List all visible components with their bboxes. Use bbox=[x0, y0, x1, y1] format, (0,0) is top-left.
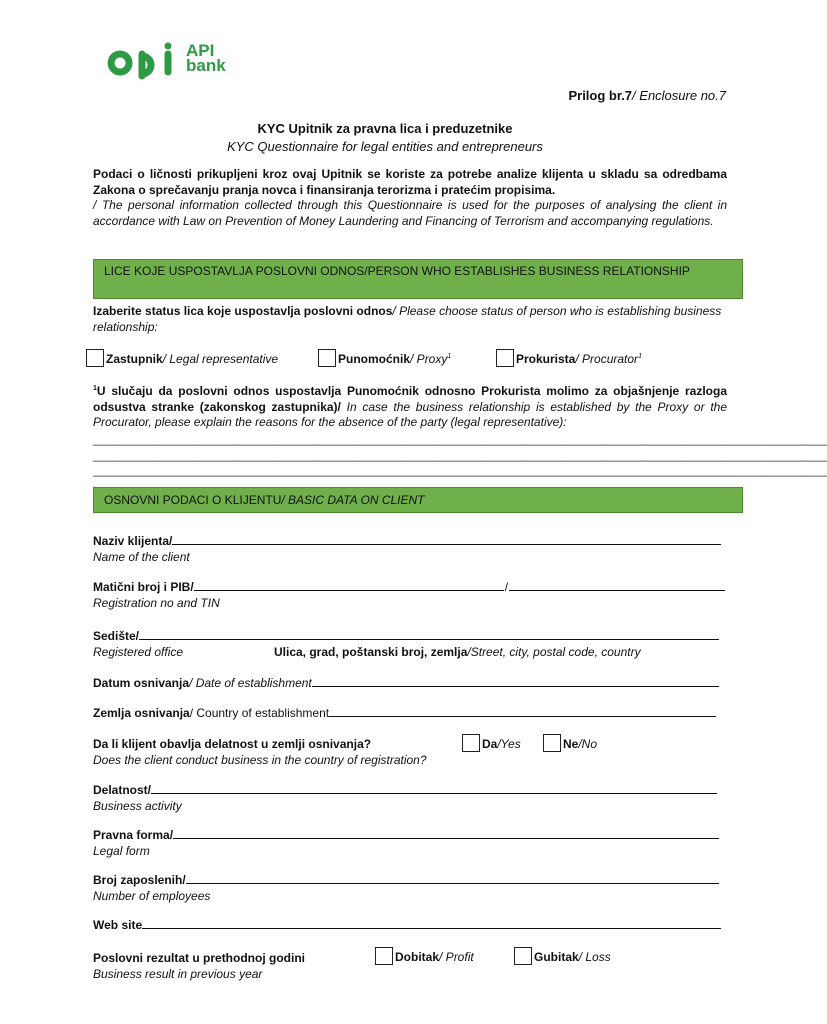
field-result bbox=[93, 950, 363, 982]
field-employees bbox=[93, 871, 719, 904]
activity-label: Delatnost/ bbox=[93, 783, 152, 797]
est-date-input[interactable] bbox=[312, 674, 719, 687]
option-yes[interactable] bbox=[462, 734, 521, 753]
est-date-en: / Date of establishment bbox=[189, 676, 312, 690]
enclosure-en: / Enclosure no.7 bbox=[632, 88, 726, 103]
office-hint-sr: Ulica, grad, poštanski broj, zemlja bbox=[274, 645, 468, 659]
loss-sr: Gubitak bbox=[534, 950, 579, 964]
procurator-checkbox[interactable] bbox=[496, 349, 514, 367]
no-en: /No bbox=[578, 737, 598, 751]
status-prompt-en: / Please choose status of person who is establishing business relationship: bbox=[93, 304, 722, 334]
est-country-en: / Country of establishment bbox=[189, 706, 330, 720]
basic-data-heading-sr: OSNOVNI PODACI O KLIJENTU bbox=[104, 493, 282, 507]
field-office bbox=[93, 627, 719, 660]
client-name-input[interactable] bbox=[172, 532, 721, 545]
employees-label: Broj zaposlenih/ bbox=[93, 873, 186, 887]
no-sr: Ne bbox=[563, 737, 579, 751]
office-hint-en: /Street, city, postal code, country bbox=[467, 645, 641, 659]
tin-input[interactable] bbox=[509, 578, 725, 591]
est-date-label: Datum osnivanja bbox=[93, 676, 190, 690]
reason-line[interactable]: ______________________________________________________________________________________________________________ bbox=[93, 432, 827, 446]
office-hint bbox=[274, 644, 641, 660]
profit-checkbox[interactable] bbox=[375, 947, 393, 965]
intro-en: / The personal information collected through this Questionnaire is used for the purposes of analysing the client in accordance with Law on Prevention of Money Laundering and Financing of Terrorism and accompanying regulations. bbox=[93, 198, 727, 228]
yes-sr: Da bbox=[482, 737, 498, 751]
website-label: Web site bbox=[93, 918, 143, 932]
result-en: Business result in previous year bbox=[93, 967, 263, 981]
legal-form-en: Legal form bbox=[93, 844, 150, 858]
activity-en: Business activity bbox=[93, 799, 182, 813]
enclosure-label bbox=[568, 88, 726, 103]
no-checkbox[interactable] bbox=[543, 734, 561, 752]
field-est-country bbox=[93, 704, 716, 721]
basic-data-heading-en: / BASIC DATA ON CLIENT bbox=[281, 493, 425, 507]
employees-en: Number of employees bbox=[93, 889, 211, 903]
legal-rep-en: / Legal representative bbox=[162, 352, 279, 366]
page-subtitle: KYC Questionnaire for legal entities and entrepreneurs bbox=[227, 139, 543, 154]
logo-line-bank: bank bbox=[186, 56, 226, 75]
field-client-name bbox=[93, 532, 721, 565]
client-name-label: Naziv klijenta/ bbox=[93, 534, 173, 548]
reason-note-en: In case the business relationship is established by the Proxy or the Procurator, please explain the reasons for the absence of the party (legal representative): bbox=[93, 399, 727, 429]
field-business-in-country bbox=[93, 736, 473, 768]
business-in-country-en: Does the client conduct business in the country of registration? bbox=[93, 753, 427, 767]
field-activity bbox=[93, 781, 717, 814]
client-name-en: Name of the client bbox=[93, 550, 190, 564]
office-label: Sedište/ bbox=[93, 629, 140, 643]
employees-input[interactable] bbox=[186, 871, 719, 884]
profit-sr: Dobitak bbox=[395, 950, 440, 964]
status-prompt-sr: Izaberite status lica koje uspostavlja poslovni odnos bbox=[93, 304, 393, 318]
status-prompt bbox=[93, 304, 733, 335]
reason-note-sr: U slučaju da poslovni odnos uspostavlja Punomoćnik odnosno Prokurista molimo za objašnjenje razloga odsustva stranke (zakonskog zastupnika)/ bbox=[93, 384, 727, 414]
office-input[interactable] bbox=[139, 627, 719, 640]
section-heading-basic-data bbox=[93, 487, 743, 513]
proxy-sr: Punomoćnik bbox=[338, 352, 411, 366]
legal-rep-checkbox[interactable] bbox=[86, 349, 104, 367]
reason-lines[interactable] bbox=[93, 432, 827, 479]
reason-line[interactable]: ______________________________________________________________________________________________________________ bbox=[93, 463, 827, 477]
activity-input[interactable] bbox=[151, 781, 717, 794]
result-sr: Poslovni rezultat u prethodnoj godini bbox=[93, 951, 305, 965]
logo-line-api: API bbox=[186, 41, 215, 60]
reg-no-en: Registration no and TIN bbox=[93, 596, 220, 610]
legal-form-label: Pravna forma/ bbox=[93, 828, 174, 842]
option-legal-rep[interactable] bbox=[86, 349, 278, 368]
proxy-en: / Proxy bbox=[410, 352, 448, 366]
reg-no-input[interactable] bbox=[194, 578, 504, 591]
reason-line[interactable]: ______________________________________________________________________________________________________________ bbox=[93, 447, 827, 462]
intro-sr: Podaci o ličnosti prikupljeni kroz ovaj Upitnik se koriste za potrebe analize klijenta u skladu sa odredbama Zakona o sprečavanju pranja novca i finansiranja terorizma i pratećim propisima. bbox=[93, 167, 727, 197]
est-country-input[interactable] bbox=[329, 704, 716, 717]
procurator-sr: Prokurista bbox=[516, 352, 576, 366]
est-country-label: Zemlja osnivanja bbox=[93, 706, 190, 720]
reg-no-label: Matični broj i PIB/ bbox=[93, 580, 194, 594]
logo-text bbox=[186, 43, 226, 73]
legal-rep-sr: Zastupnik bbox=[106, 352, 163, 366]
business-in-country-sr: Da li klijent obavlja delatnost u zemlji osnivanja? bbox=[93, 737, 372, 751]
legal-form-input[interactable] bbox=[173, 826, 719, 839]
field-reg-no: Matični broj i PIB/ / Registration no and TIN bbox=[93, 578, 725, 611]
option-profit[interactable] bbox=[375, 947, 474, 966]
website-input[interactable] bbox=[142, 916, 721, 929]
section-heading-person: LICE KOJE USPOSTAVLJA POSLOVNI ODNOS/PERSON WHO ESTABLISHES BUSINESS RELATIONSHIP bbox=[93, 259, 743, 299]
procurator-sup: 1 bbox=[638, 353, 642, 360]
loss-checkbox[interactable] bbox=[514, 947, 532, 965]
option-loss[interactable] bbox=[514, 947, 611, 966]
field-est-date bbox=[93, 674, 719, 691]
procurator-en: / Procurator bbox=[575, 352, 639, 366]
proxy-checkbox[interactable] bbox=[318, 349, 336, 367]
proxy-sup: 1 bbox=[447, 353, 452, 360]
intro-text bbox=[93, 167, 727, 229]
loss-en: / Loss bbox=[578, 950, 611, 964]
yes-en: /Yes bbox=[497, 737, 521, 751]
page-title: KYC Upitnik za pravna lica i preduzetnike bbox=[257, 121, 513, 136]
reason-note-sup: 1 bbox=[93, 385, 97, 392]
reason-note bbox=[93, 381, 727, 431]
option-procurator[interactable] bbox=[496, 349, 642, 368]
enclosure-sr: Prilog br.7 bbox=[568, 88, 633, 103]
option-proxy[interactable] bbox=[318, 349, 451, 368]
option-no[interactable] bbox=[543, 734, 597, 753]
profit-en: / Profit bbox=[439, 950, 474, 964]
field-legal-form bbox=[93, 826, 719, 859]
office-en: Registered office bbox=[93, 645, 184, 659]
api-bank-logo-icon bbox=[106, 42, 180, 78]
yes-checkbox[interactable] bbox=[462, 734, 480, 752]
field-website bbox=[93, 916, 721, 933]
